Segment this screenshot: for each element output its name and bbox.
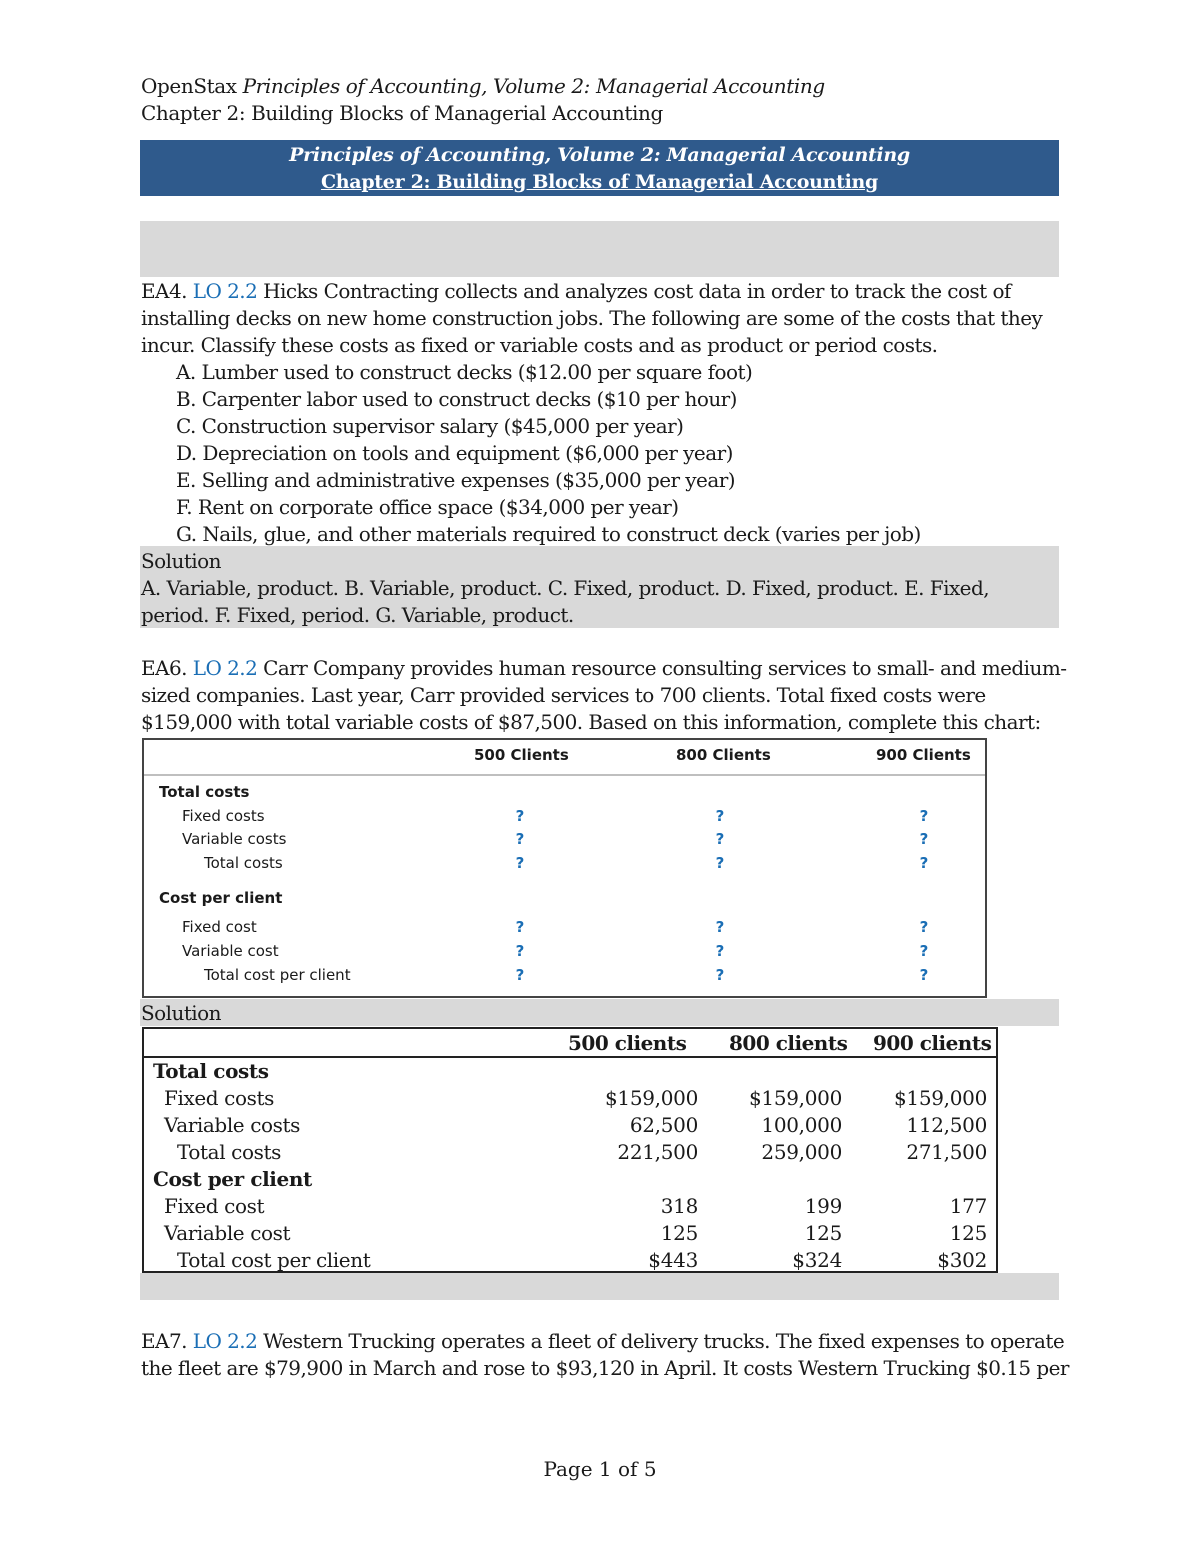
ea7-text-1: Western Trucking operates a fleet of delivery trucks. The fixed expenses to operate <box>257 1329 1065 1353</box>
qt-section-cost-per-client: Cost per client <box>159 889 283 907</box>
ea6-solution-table <box>142 1027 998 1273</box>
ea7-text-2: the fleet are $79,900 in March and rose to $93,120 in April. It costs Western Trucking $0.15 per <box>141 1356 1069 1380</box>
st-col-500: 500 clients <box>568 1031 687 1055</box>
st-row-fixed-cost: Fixed cost <box>164 1194 265 1218</box>
st-cell: 100,000 <box>761 1113 842 1137</box>
qt-placeholder: ? <box>515 942 525 960</box>
st-header-rule <box>144 1056 998 1058</box>
st-cell: 221,500 <box>617 1140 698 1164</box>
st-right-border <box>996 1029 998 1271</box>
qt-row-variable-costs: Variable costs <box>182 830 287 848</box>
page-number: Page 1 of 5 <box>543 1457 657 1481</box>
ea4-item-c: C. Construction supervisor salary ($45,000 per year) <box>176 414 684 438</box>
banner-subtitle: Chapter 2: Building Blocks of Managerial Accounting <box>320 171 879 193</box>
st-cell: 271,500 <box>906 1140 987 1164</box>
st-cell: $159,000 <box>893 1086 987 1110</box>
ea4-item-g: G. Nails, glue, and other materials required to construct deck (varies per job) <box>176 522 921 546</box>
st-cell: 125 <box>804 1221 842 1245</box>
st-section-cost-per-client: Cost per client <box>153 1167 312 1191</box>
qt-col-800: 800 Clients <box>676 746 771 764</box>
ea6-solution-end-band <box>140 1273 1059 1300</box>
header-prefix: OpenStax <box>141 74 243 98</box>
ea4-line1 <box>141 278 1011 305</box>
ea4-solution-1: A. Variable, product. B. Variable, product. C. Fixed, product. D. Fixed, product. E. Fixed, <box>141 576 990 600</box>
ea4-solution-2: period. F. Fixed, period. G. Variable, product. <box>141 603 574 627</box>
qt-placeholder: ? <box>515 830 525 848</box>
ea4-solution-label: Solution <box>141 549 221 573</box>
qt-placeholder: ? <box>515 966 525 984</box>
ea6-question-table <box>142 738 987 998</box>
ea4-item-b: B. Carpenter labor used to construct decks ($10 per hour) <box>176 387 737 411</box>
ea4-text-1: Hicks Contracting collects and analyzes cost data in order to track the cost of <box>257 279 1011 303</box>
st-cell: 177 <box>949 1194 987 1218</box>
qt-placeholder: ? <box>919 854 929 872</box>
ea7-lo-link[interactable]: LO 2.2 <box>192 1329 258 1353</box>
qt-placeholder: ? <box>919 918 929 936</box>
ea6-solution-label: Solution <box>141 1001 221 1025</box>
st-col-900: 900 clients <box>873 1031 992 1055</box>
qt-row-total-cost-per-client: Total cost per client <box>204 966 351 984</box>
running-header-line1 <box>141 73 825 100</box>
st-cell: 259,000 <box>761 1140 842 1164</box>
qt-placeholder: ? <box>515 807 525 825</box>
st-section-total-costs: Total costs <box>153 1059 269 1083</box>
st-cell: $302 <box>937 1248 987 1272</box>
st-cell: 125 <box>949 1221 987 1245</box>
ea4-item-d: D. Depreciation on tools and equipment ($6,000 per year) <box>176 441 733 465</box>
qt-row-variable-cost: Variable cost <box>182 942 279 960</box>
st-col-800: 800 clients <box>729 1031 848 1055</box>
running-header-line2: Chapter 2: Building Blocks of Managerial Accounting <box>141 101 663 125</box>
qt-section-total-costs: Total costs <box>159 783 250 801</box>
st-row-variable-cost: Variable cost <box>164 1221 291 1245</box>
ea4-item-a: A. Lumber used to construct decks ($12.00 per square foot) <box>176 360 753 384</box>
qt-placeholder: ? <box>715 942 725 960</box>
ea7-line1 <box>141 1328 1064 1355</box>
qt-placeholder: ? <box>715 807 725 825</box>
st-cell: 199 <box>804 1194 842 1218</box>
qt-placeholder: ? <box>715 966 725 984</box>
st-row-fixed-costs: Fixed costs <box>164 1086 274 1110</box>
qt-col-500: 500 Clients <box>474 746 569 764</box>
ea4-text-3: incur. Classify these costs as fixed or variable costs and as product or period costs. <box>141 333 938 357</box>
ea4-lo-link[interactable]: LO 2.2 <box>192 279 258 303</box>
qt-row-total-costs: Total costs <box>204 854 283 872</box>
ea7-label: EA7. <box>141 1329 193 1353</box>
ea6-lo-link[interactable]: LO 2.2 <box>192 656 258 680</box>
title-banner <box>140 140 1059 196</box>
ea6-label: EA6. <box>141 656 193 680</box>
qt-placeholder: ? <box>919 966 929 984</box>
qt-placeholder: ? <box>715 918 725 936</box>
st-cell: $159,000 <box>748 1086 842 1110</box>
ea6-line1 <box>141 655 1066 682</box>
qt-placeholder: ? <box>515 918 525 936</box>
header-book-title: Principles of Accounting, Volume 2: Managerial Accounting <box>242 74 825 98</box>
ea4-item-f: F. Rent on corporate office space ($34,000 per year) <box>176 495 679 519</box>
ea6-solution-band <box>140 999 1059 1026</box>
st-cell: $324 <box>792 1248 842 1272</box>
st-cell: 62,500 <box>629 1113 698 1137</box>
st-cell: 318 <box>660 1194 698 1218</box>
qt-placeholder: ? <box>919 942 929 960</box>
qt-row-fixed-cost: Fixed cost <box>182 918 257 936</box>
st-cell: 112,500 <box>906 1113 987 1137</box>
qt-placeholder: ? <box>715 830 725 848</box>
qt-row-fixed-costs: Fixed costs <box>182 807 265 825</box>
st-cell: 125 <box>660 1221 698 1245</box>
qt-placeholder: ? <box>715 854 725 872</box>
ea4-text-2: installing decks on new home construction jobs. The following are some of the costs that they <box>141 306 1043 330</box>
banner-title: Principles of Accounting, Volume 2: Managerial Accounting <box>289 144 910 166</box>
qt-placeholder: ? <box>515 854 525 872</box>
qt-header-rule <box>144 774 985 776</box>
ea6-text-3: $159,000 with total variable costs of $87,500. Based on this information, complete this chart: <box>141 710 1041 734</box>
st-cell: $443 <box>648 1248 698 1272</box>
qt-placeholder: ? <box>919 830 929 848</box>
st-row-total-cost-per-client: Total cost per client <box>177 1248 371 1272</box>
ea6-text-1: Carr Company provides human resource consulting services to small- and medium- <box>257 656 1067 680</box>
st-row-variable-costs: Variable costs <box>164 1113 301 1137</box>
qt-col-900: 900 Clients <box>876 746 971 764</box>
ea4-label: EA4. <box>141 279 193 303</box>
ea6-text-2: sized companies. Last year, Carr provided services to 700 clients. Total fixed costs were <box>141 683 986 707</box>
qt-placeholder: ? <box>919 807 929 825</box>
empty-shaded-band <box>140 221 1059 277</box>
ea4-item-e: E. Selling and administrative expenses ($35,000 per year) <box>176 468 735 492</box>
st-row-total-costs: Total costs <box>177 1140 281 1164</box>
st-cell: $159,000 <box>604 1086 698 1110</box>
